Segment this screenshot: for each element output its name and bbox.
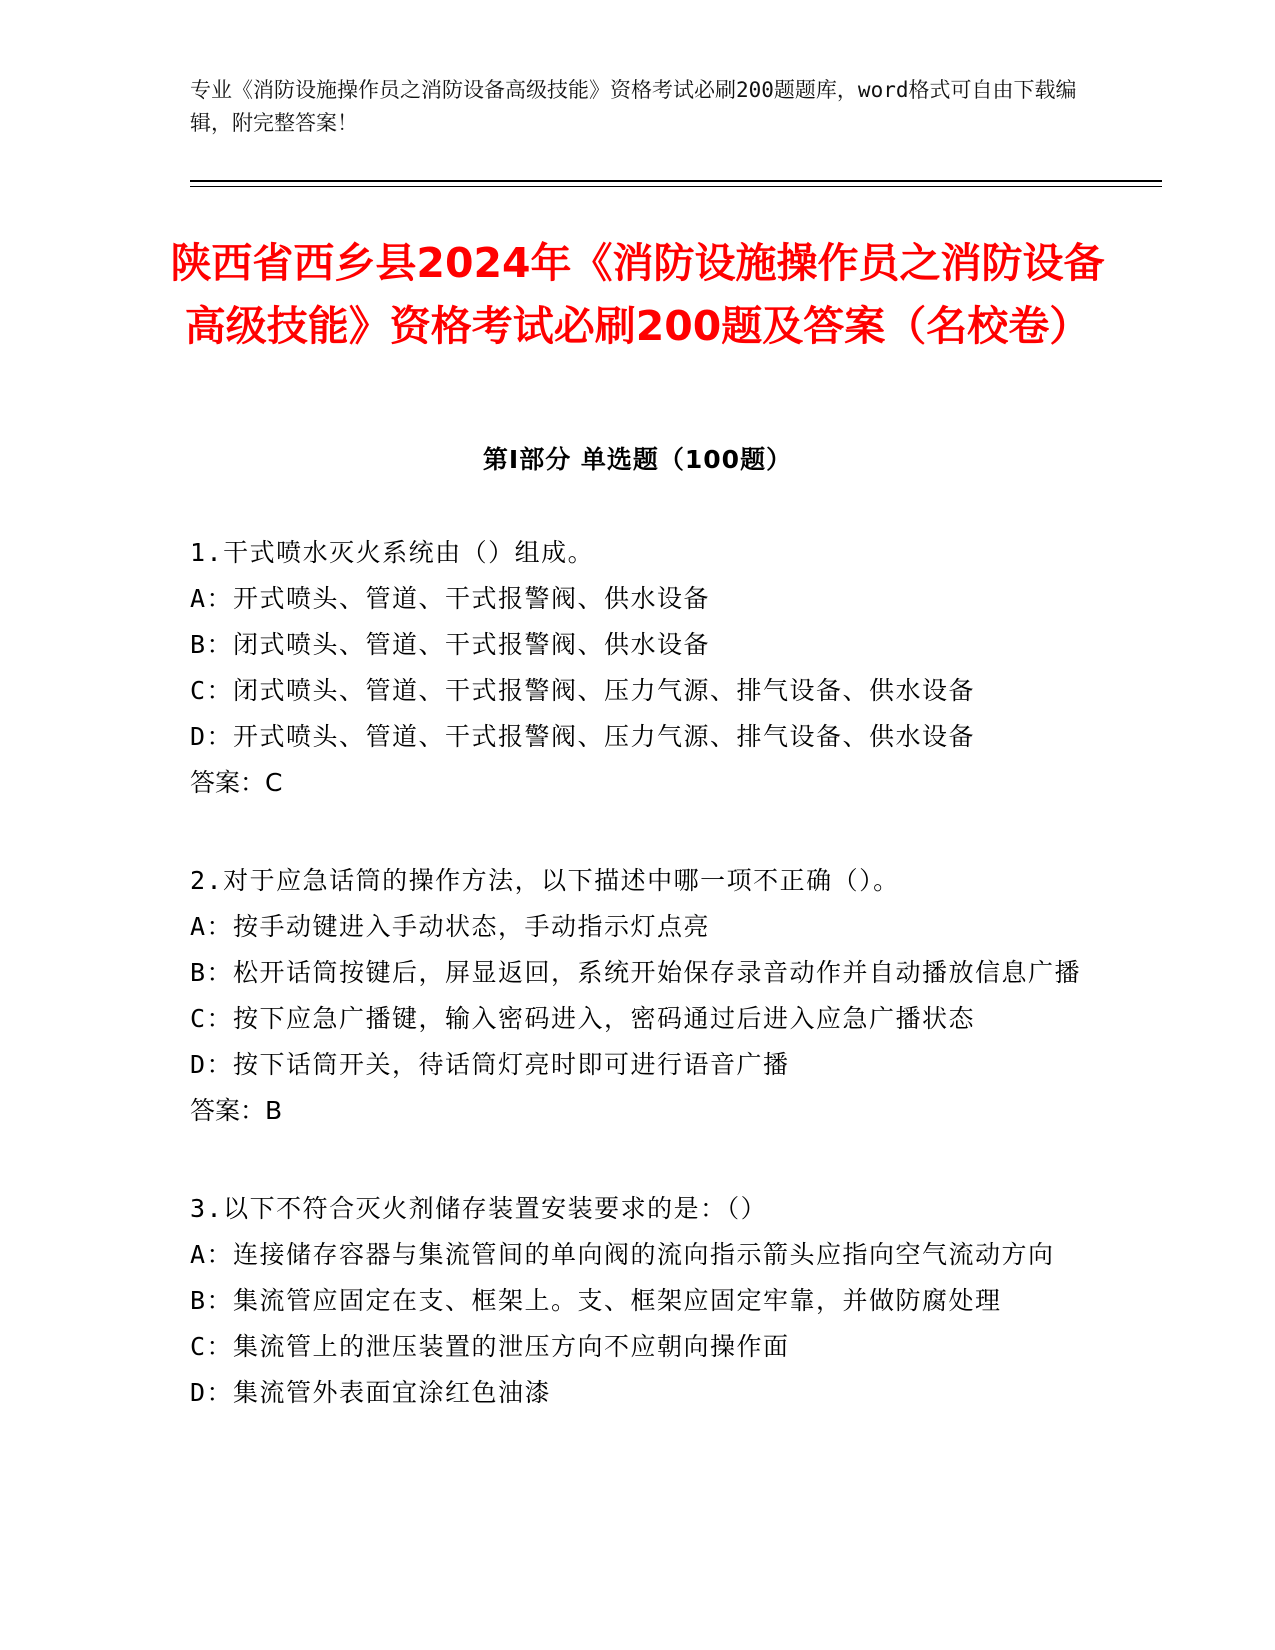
option-a: A：连接储存容器与集流管间的单向阀的流向指示箭头应指向空气流动方向 [190, 1240, 1055, 1269]
question-stem: 1.干式喷水灭火系统由（）组成。 [190, 538, 595, 567]
option-c: C：按下应急广播键，输入密码进入，密码通过后进入应急广播状态 [190, 1004, 976, 1033]
question-3 [190, 1186, 1090, 1416]
section-heading: 第Ⅰ部分 单选题（100题） [482, 445, 793, 474]
option-d: D：集流管外表面宜涂红色油漆 [190, 1378, 552, 1407]
header-rule-thin [190, 186, 1162, 187]
question-2 [190, 858, 1090, 1134]
option-c: C：闭式喷头、管道、干式报警阀、压力气源、排气设备、供水设备 [190, 676, 976, 705]
header-rule-thick [190, 180, 1162, 182]
header-note: 专业《消防设施操作员之消防设备高级技能》资格考试必刷200题题库，word格式可自由下载编辑，附完整答案！ [190, 78, 1077, 135]
option-c: C：集流管上的泄压装置的泄压方向不应朝向操作面 [190, 1332, 790, 1361]
question-stem: 2.对于应急话筒的操作方法，以下描述中哪一项不正确（）。 [190, 866, 900, 895]
option-a: A：开式喷头、管道、干式报警阀、供水设备 [190, 584, 711, 613]
option-b: B：闭式喷头、管道、干式报警阀、供水设备 [190, 630, 711, 659]
question-1 [190, 530, 1090, 806]
question-stem: 3.以下不符合灭火剂储存装置安装要求的是：（） [190, 1194, 768, 1223]
answer-line: 答案：C [190, 768, 283, 797]
answer-line: 答案：B [190, 1096, 283, 1125]
option-d: D：按下话筒开关，待话筒灯亮时即可进行语音广播 [190, 1050, 790, 1079]
option-d: D：开式喷头、管道、干式报警阀、压力气源、排气设备、供水设备 [190, 722, 976, 751]
question-list [190, 530, 1090, 1468]
option-a: A：按手动键进入手动状态，手动指示灯点亮 [190, 912, 711, 941]
option-b: B：松开话筒按键后，屏显返回，系统开始保存录音动作并自动播放信息广播 [190, 958, 1082, 987]
option-b: B：集流管应固定在支、框架上。支、框架应固定牢靠，并做防腐处理 [190, 1286, 1002, 1315]
document-title: 陕西省西乡县2024年《消防设施操作员之消防设备高级技能》资格考试必刷200题及答案（名校卷） [170, 239, 1105, 350]
